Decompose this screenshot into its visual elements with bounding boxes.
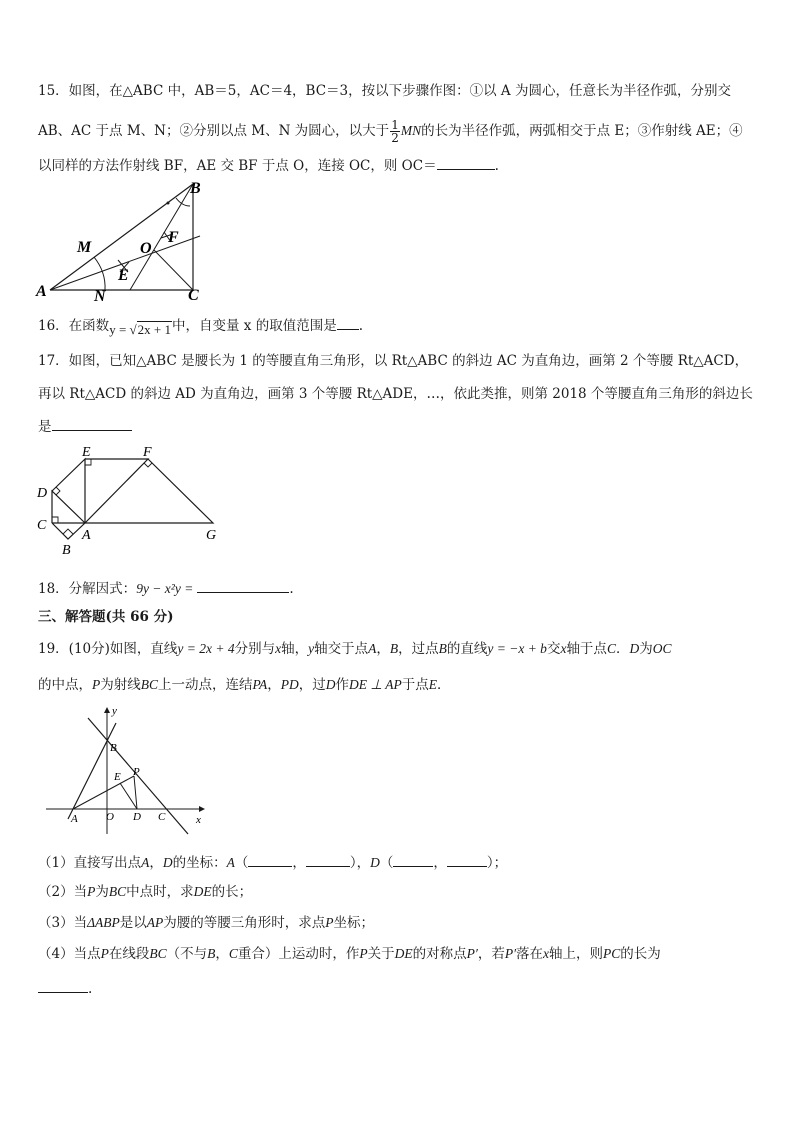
answer-blank[interactable] bbox=[197, 578, 289, 593]
label-C: C bbox=[158, 811, 166, 823]
label-x: x bbox=[196, 814, 201, 826]
q17-line-1: 17．如图，已知△ABC 是腰长为 1 的等腰直角三角形，以 Rt△ABC 的斜边 AC 为直角边，画第 2 个等腰 Rt△ACD， bbox=[38, 353, 749, 369]
q15-line-2: AB、AC 于点 M、N；②分别以点 M、N 为圆心，以大于 $\frac{1}{2}$ MN的长为半径作弧，两弧相交于点 E；③作射线 AE；④ bbox=[38, 118, 743, 145]
q18-line: 18．分解因式：9y − x²y = . bbox=[38, 578, 294, 598]
label-E: E bbox=[114, 771, 121, 783]
label-D: D bbox=[37, 486, 48, 501]
q19-sub4: （4）当点P在线段BC（不与B，C重合）上运动时，作P关于DE的对称点P′，若P′落在x轴上，则PC的长为 bbox=[38, 946, 661, 962]
segment-PA bbox=[73, 776, 134, 809]
triangle-ACD bbox=[52, 491, 85, 523]
q19-sub2: （2）当P为BC中点时，求DE的长； bbox=[38, 884, 253, 900]
label-E: E bbox=[118, 267, 129, 284]
label-C: C bbox=[37, 518, 47, 533]
label-B: B bbox=[62, 543, 71, 558]
label-C: C bbox=[188, 287, 199, 304]
answer-blank[interactable] bbox=[52, 416, 132, 431]
answer-blank[interactable] bbox=[38, 978, 88, 993]
segment-DE bbox=[120, 783, 137, 809]
label-N: N bbox=[94, 288, 106, 304]
q17-line-3: 是 bbox=[38, 416, 132, 436]
fraction-one-half: $\frac{1}{2}$ bbox=[391, 118, 399, 145]
q17-line-2: 再以 Rt△ACD 的斜边 AD 为直角边，画第 3 个等腰 Rt△ADE，…，依此类推，则第 2018 个等腰直角三角形的斜边长 bbox=[38, 386, 753, 402]
label-O: O bbox=[106, 811, 114, 823]
q17-figure bbox=[30, 443, 230, 558]
label-D: D bbox=[133, 811, 141, 823]
answer-blank-Dx[interactable] bbox=[393, 852, 433, 867]
label-E: E bbox=[82, 445, 91, 460]
q19-sub1: （1）直接写出点A，D的坐标：A（ ， ），D（ ， ）； bbox=[38, 852, 507, 872]
answer-blank-Ay[interactable] bbox=[306, 852, 350, 867]
triangle-ABC bbox=[52, 523, 85, 539]
label-P: P bbox=[133, 766, 140, 778]
label-F: F bbox=[168, 229, 179, 246]
q19-sub3: （3）当ΔABP是以AP为腰的等腰三角形时，求点P坐标； bbox=[38, 915, 375, 931]
label-A: A bbox=[71, 813, 78, 825]
label-y: y bbox=[112, 705, 117, 717]
q16-line: 16．在函数y = √2x + 1中，自变量 x 的取值范围是 . bbox=[38, 315, 363, 335]
label-G: G bbox=[206, 528, 217, 543]
q19-sub4-answer: . bbox=[38, 978, 92, 998]
q19-figure bbox=[40, 702, 215, 842]
triangle-ADE bbox=[52, 459, 85, 523]
label-B: B bbox=[190, 180, 201, 197]
q19-line-2: 的中点，P为射线BC上一动点，连结PA，PD，过D作DE ⊥ AP于点E． bbox=[38, 677, 451, 693]
q16-formula: y = √2x + 1 bbox=[109, 322, 172, 337]
q15-line-3: 以同样的方法作射线 BF，AE 交 BF 于点 O，连接 OC，则 OC＝ . bbox=[38, 155, 499, 175]
q19-line-1: 19．(10分)如图，直线y = 2x + 4分别与x轴，y轴交于点A，B，过点B的直线y = −x + b交x轴于点C．D为OC bbox=[38, 641, 672, 657]
label-F: F bbox=[143, 445, 152, 460]
segment-OC bbox=[154, 250, 193, 290]
q15-figure bbox=[30, 176, 215, 304]
label-A: A bbox=[82, 528, 91, 543]
triangle-AEF bbox=[85, 459, 148, 523]
label-O: O bbox=[140, 240, 152, 257]
line-AB bbox=[68, 723, 116, 819]
triangle-AFG bbox=[85, 459, 213, 523]
answer-blank[interactable] bbox=[337, 315, 359, 330]
q18-expression: 9y − x²y = bbox=[136, 581, 194, 596]
answer-blank[interactable] bbox=[437, 155, 495, 170]
answer-blank-Dy[interactable] bbox=[447, 852, 487, 867]
q15-line-1: 15．如图，在△ABC 中，AB＝5，AC＝4，BC＝3，按以下步骤作图：①以 A 为圆心，任意长为半径作弧，分别交 bbox=[38, 83, 731, 99]
section-title: 三、解答题(共 66 分) bbox=[38, 609, 174, 625]
answer-blank-Ax[interactable] bbox=[248, 852, 292, 867]
label-B: B bbox=[110, 742, 117, 754]
label-M: M bbox=[77, 239, 92, 256]
segment-PD bbox=[134, 776, 137, 809]
label-A: A bbox=[36, 283, 47, 300]
ray-BF bbox=[130, 184, 193, 290]
